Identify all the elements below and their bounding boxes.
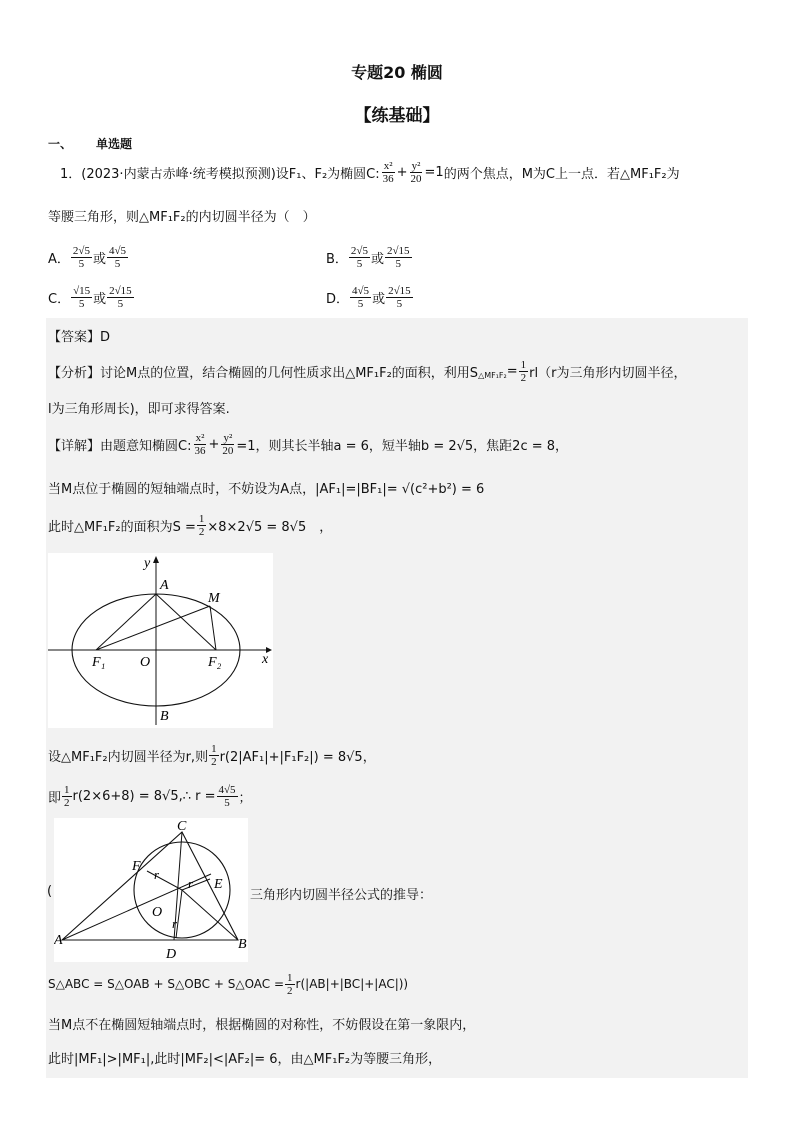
analysis-line2: l为三角形周长)，即可求得答案. xyxy=(48,402,230,417)
ellipse-figure xyxy=(48,553,273,728)
question-stem-line1 xyxy=(60,154,680,190)
fig1-label-f1: F₁ xyxy=(92,655,106,670)
fig2-label-r2: r xyxy=(188,876,194,891)
fig2-label-r3: r xyxy=(172,916,178,931)
question-stem-part2: 的两个焦点，M为C上一点．若△MF₁F₂为 xyxy=(443,166,680,182)
fig1-label-x: x xyxy=(262,652,269,667)
ellipse-y-term: $\frac{\text{y²}}{20}$ xyxy=(410,159,422,185)
analysis-line1: 【分析】讨论M点的位置，结合椭圆的几何性质求出△MF₁F₂的面积，利用S △MF₁F₂ = $\frac{1}{2}$ rl（r为三角形内切圆半径， xyxy=(48,358,687,384)
ellipse-plus: + xyxy=(396,164,408,180)
fig1-label-o: O xyxy=(140,655,151,670)
fig2-label-f: F xyxy=(132,859,141,874)
question-stem-line2: 等腰三角形，则△MF₁F₂的内切圆半径为（ ） xyxy=(48,210,316,225)
fig2-label-e: E xyxy=(214,877,223,892)
incircle-formula: S△ABC = S△OAB + S△OBC + S△OAC = $\frac{1}{2}$ r(|AB|+|BC|+|AC|)) xyxy=(48,971,409,997)
section-name: 单选题 xyxy=(96,137,133,151)
option-c[interactable]: C． $\frac{√15}{5}$ 或 $\frac{2√15}{5}$ xyxy=(48,284,132,310)
fig1-label-y: y xyxy=(144,556,151,571)
page-subtitle: 【练基础】 xyxy=(354,106,440,126)
paren-open: ( xyxy=(47,884,53,899)
option-b[interactable]: B． $\frac{2√5}{5}$ 或 $\frac{2√15}{5}$ xyxy=(326,244,410,270)
area-line: 此时△MF₁F₂的面积为S = $\frac{1}{2}$ ×8×2√5 = 8√5 ， xyxy=(48,512,333,538)
inradius-line: 设△MF₁F₂内切圆半径为r,则 $\frac{1}{2}$ r(2|AF₁|+|F₁F₂|) = 8√5， xyxy=(48,742,376,768)
solve-line: 即 $\frac{1}{2}$ r(2×6+8) = 8√5,∴ r = $\frac{4√5}{5}$ ； xyxy=(48,783,252,809)
fig2-label-o: O xyxy=(152,905,163,920)
fig1-label-a: A xyxy=(160,578,169,593)
fig2-label-c: C xyxy=(177,819,187,834)
detail-line1: 【详解】由题意知椭圆C: $\frac{\text{x²}}{36}$ + $\frac{\text{y²}}{20}$ =1，则其长半轴a = 6，短半轴b = 2√5，焦距2c = 8， xyxy=(48,431,569,457)
incircle-figure xyxy=(54,818,248,962)
question-stem-part1: 设F₁、F₂为椭圆C: xyxy=(275,166,380,182)
question-number: 1． xyxy=(60,166,82,182)
endpoint-line: 当M点位于椭圆的短轴端点时，不妨设为A点，|AF₁|=|BF₁|= √(c²+b²) = 6 xyxy=(48,482,485,497)
fig2-label-a: A xyxy=(54,933,63,948)
fig1-label-f2: F₂ xyxy=(208,655,222,670)
fig2-label-d: D xyxy=(166,947,177,962)
option-d[interactable]: D． $\frac{4√5}{5}$ 或 $\frac{2√15}{5}$ xyxy=(326,284,411,310)
non-endpoint-line: 当M点不在椭圆短轴端点时，根据椭圆的对称性，不妨假设在第一象限内， xyxy=(48,1018,476,1033)
section-number: 一、 xyxy=(48,137,73,151)
last-line: 此时|MF₁|>|MF₁|,此时|MF₂|<|AF₂|= 6，由△MF₁F₂为等腰三角形， xyxy=(48,1052,442,1067)
option-a[interactable]: A． $\frac{2√5}{5}$ 或 $\frac{4√5}{5}$ xyxy=(48,244,127,270)
fig2-label-b: B xyxy=(238,937,247,952)
derivation-title: 三角形内切圆半径公式的推导： xyxy=(250,888,433,903)
ellipse-x-term: $\frac{\text{x²}}{36}$ xyxy=(382,159,394,185)
fig1-label-m: M xyxy=(208,591,220,606)
answer-line: 【答案】D xyxy=(48,330,111,345)
fig1-label-b: B xyxy=(160,709,169,724)
fig2-label-r1: r xyxy=(154,867,160,882)
page-title: 专题20 椭圆 xyxy=(351,63,443,82)
question-source: (2023·内蒙古赤峰·统考模拟预测) xyxy=(81,166,276,182)
ellipse-rhs: =1 xyxy=(424,164,444,180)
